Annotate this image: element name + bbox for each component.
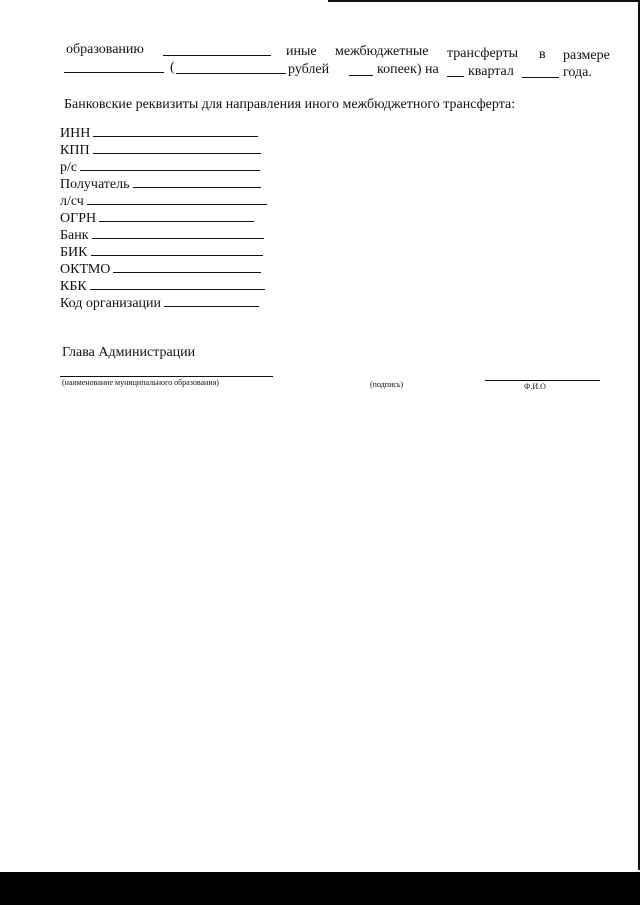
field-label: ИНН	[60, 126, 91, 141]
scan-bottom-edge	[0, 872, 640, 905]
paren-open: (	[170, 60, 175, 75]
word-transferty: трансферты	[447, 46, 519, 61]
blank-quarter	[447, 76, 464, 77]
field-label: л/сч	[60, 194, 84, 209]
field-blank	[92, 226, 264, 239]
blank-amount	[64, 72, 164, 73]
field-label: ОКТМО	[60, 262, 111, 277]
field-blank	[113, 260, 261, 273]
field-oktmo	[60, 260, 261, 278]
signature-line-fio	[485, 380, 600, 381]
field-label: Код организации	[60, 296, 162, 311]
blank-year	[522, 77, 559, 78]
field-label: КБК	[60, 279, 87, 294]
field-kpp	[60, 141, 261, 159]
field-rs	[60, 158, 260, 176]
field-blank	[87, 192, 267, 205]
word-razmere: размере	[563, 48, 610, 63]
word-mezhbyudzhetnye: межбюджетные	[335, 44, 429, 59]
field-bik	[60, 243, 263, 261]
head-title: Глава Администрации	[62, 345, 196, 360]
word-rubley: рублей	[288, 62, 330, 77]
caption-municipality: (наименование муниципального образования)	[62, 378, 219, 387]
field-label: р/с	[60, 160, 78, 175]
field-label: БИК	[60, 245, 88, 260]
field-blank	[90, 277, 265, 290]
signature-line-municipality	[60, 376, 273, 377]
field-blank	[93, 124, 258, 137]
field-label: Банк	[60, 228, 89, 243]
field-inn	[60, 124, 258, 142]
word-inye: иные	[286, 44, 317, 59]
field-recipient	[60, 175, 261, 193]
word-obrazovaniyu: образованию	[66, 42, 144, 57]
blank-amount-words	[176, 73, 286, 74]
field-blank	[80, 158, 260, 171]
word-goda: года.	[563, 65, 592, 80]
field-blank	[91, 243, 263, 256]
caption-fio: Ф.И.О	[524, 382, 546, 391]
field-label: Получатель	[60, 177, 130, 192]
word-kopeek-na: копеек) на	[377, 62, 439, 77]
field-personal-account	[60, 192, 267, 210]
word-v: в	[539, 47, 546, 62]
field-org-code	[60, 294, 259, 312]
field-bank	[60, 226, 264, 244]
field-blank	[164, 294, 259, 307]
bank-details-heading: Банковские реквизиты для направления иного межбюджетного трансферта:	[64, 97, 516, 112]
word-kvartal: квартал	[468, 64, 514, 79]
blank-kopeks	[349, 75, 373, 76]
field-blank	[99, 209, 254, 222]
field-ogrn	[60, 209, 254, 227]
field-label: ОГРН	[60, 211, 97, 226]
caption-signature: (подпись)	[370, 380, 404, 389]
scan-edge-top	[328, 0, 640, 2]
field-label: КПП	[60, 143, 90, 158]
field-blank	[93, 141, 261, 154]
field-blank	[133, 175, 261, 188]
field-kbk	[60, 277, 265, 295]
blank-municipality	[163, 55, 271, 56]
